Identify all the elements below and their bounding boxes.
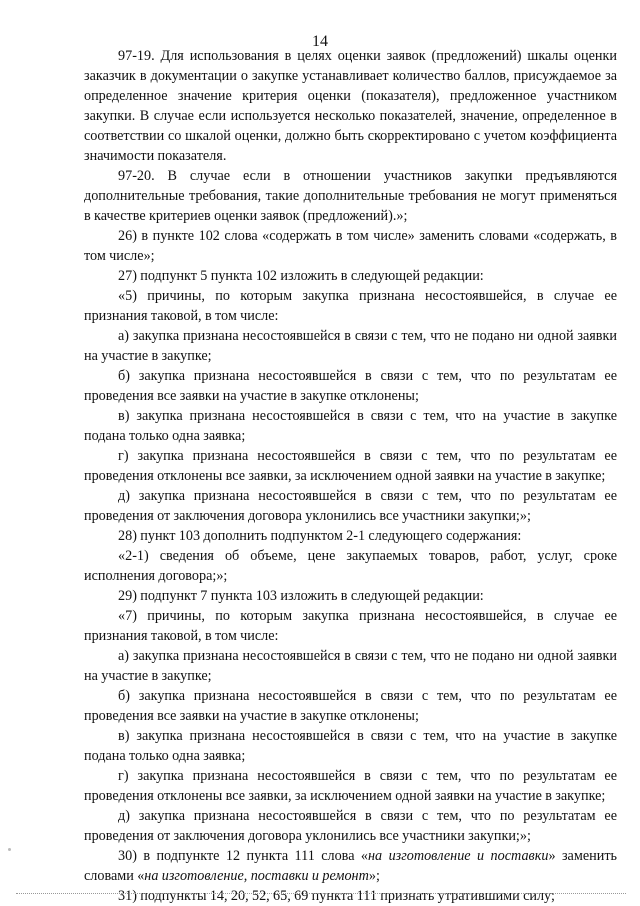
paragraph: 27) подпункт 5 пункта 102 изложить в следующей редакции: [118, 268, 484, 284]
paragraph: «5) причины, по которым закупка признана несостоявшейся, в случае ее признания таковой, в том числе: [84, 288, 617, 324]
paragraph: д) закупка признана несостоявшейся в связи с тем, что по результатам ее проведения от заключения договора уклонились все участники закупки;»; [84, 488, 617, 524]
paragraph: а) закупка признана несостоявшейся в связи с тем, что не подано ни одной заявки на участие в закупке; [84, 648, 617, 684]
paragraph: «2-1) сведения об объеме, цене закупаемых товаров, работ, услуг, сроке исполнения договора;»; [84, 548, 617, 584]
paragraph: а) закупка признана несостоявшейся в связи с тем, что не подано ни одной заявки на участие в закупке; [84, 328, 617, 364]
paragraph-31: 31) подпункты 14, 20, 52, 65, 69 пункта 111 признать утратившими силу; [118, 888, 555, 904]
page-number: 14 [312, 33, 328, 50]
paragraph-30 [84, 846, 617, 886]
paragraph: в) закупка признана несостоявшейся в связи с тем, что на участие в закупке подана только одна заявка; [84, 408, 617, 444]
paragraph-30-old-words: на изготовление и поставки [368, 848, 549, 864]
paragraph: д) закупка признана несостоявшейся в связи с тем, что по результатам ее проведения от заключения договора уклонились все участники закупки;»; [84, 808, 617, 844]
paragraph-30-text: » заменить словами « [84, 848, 617, 884]
paragraph-30-new-words: на изготовление, поставки и ремонт [144, 868, 369, 884]
paragraph: в) закупка признана несостоявшейся в связи с тем, что на участие в закупке подана только одна заявка; [84, 728, 617, 764]
scan-mark [8, 848, 11, 851]
paragraph: 97-20. В случае если в отношении участников закупки предъявляются дополнительные требования, такие дополнительные требования не могут применяться в качестве критериев оценки заявок (предложений).»; [84, 168, 617, 224]
paragraph-30-text: 30) в подпункте 12 пункта 111 слова « [118, 848, 369, 864]
paragraph: 97-19. Для использования в целях оценки заявок (предложений) шкалы оценки заказчик в документации о закупке устанавливает количество баллов, присуждаемое за определенное значение критерия оценки (показателя), предложенное участником закупки. В случае если используется несколько показателей, значение, определенное в соответствии со шкалой оценки, должно быть скорректировано с учетом коэффициента значимости показателя. [84, 48, 617, 164]
paragraph: г) закупка признана несостоявшейся в связи с тем, что по результатам ее проведения отклонены все заявки, за исключением одной заявки на участие в закупке; [84, 768, 617, 804]
paragraph: 26) в пункте 102 слова «содержать в том числе» заменить словами «содержать, в том числе»; [84, 228, 617, 264]
paragraph: 28) пункт 103 дополнить подпунктом 2-1 следующего содержания: [118, 528, 522, 544]
paragraph: б) закупка признана несостоявшейся в связи с тем, что по результатам ее проведения все заявки на участие в закупке отклонены; [84, 688, 617, 724]
document-body [84, 46, 617, 906]
paragraph: г) закупка признана несостоявшейся в связи с тем, что по результатам ее проведения отклонены все заявки, за исключением одной заявки на участие в закупке; [84, 448, 617, 484]
paragraph-30-text: »; [368, 868, 380, 884]
paragraph: б) закупка признана несостоявшейся в связи с тем, что по результатам ее проведения все заявки на участие в закупке отклонены; [84, 368, 617, 404]
paragraph: 29) подпункт 7 пункта 103 изложить в следующей редакции: [118, 588, 484, 604]
scan-bottom-edge [16, 893, 626, 895]
paragraph: «7) причины, по которым закупка признана несостоявшейся, в случае ее признания таковой, в том числе: [84, 608, 617, 644]
